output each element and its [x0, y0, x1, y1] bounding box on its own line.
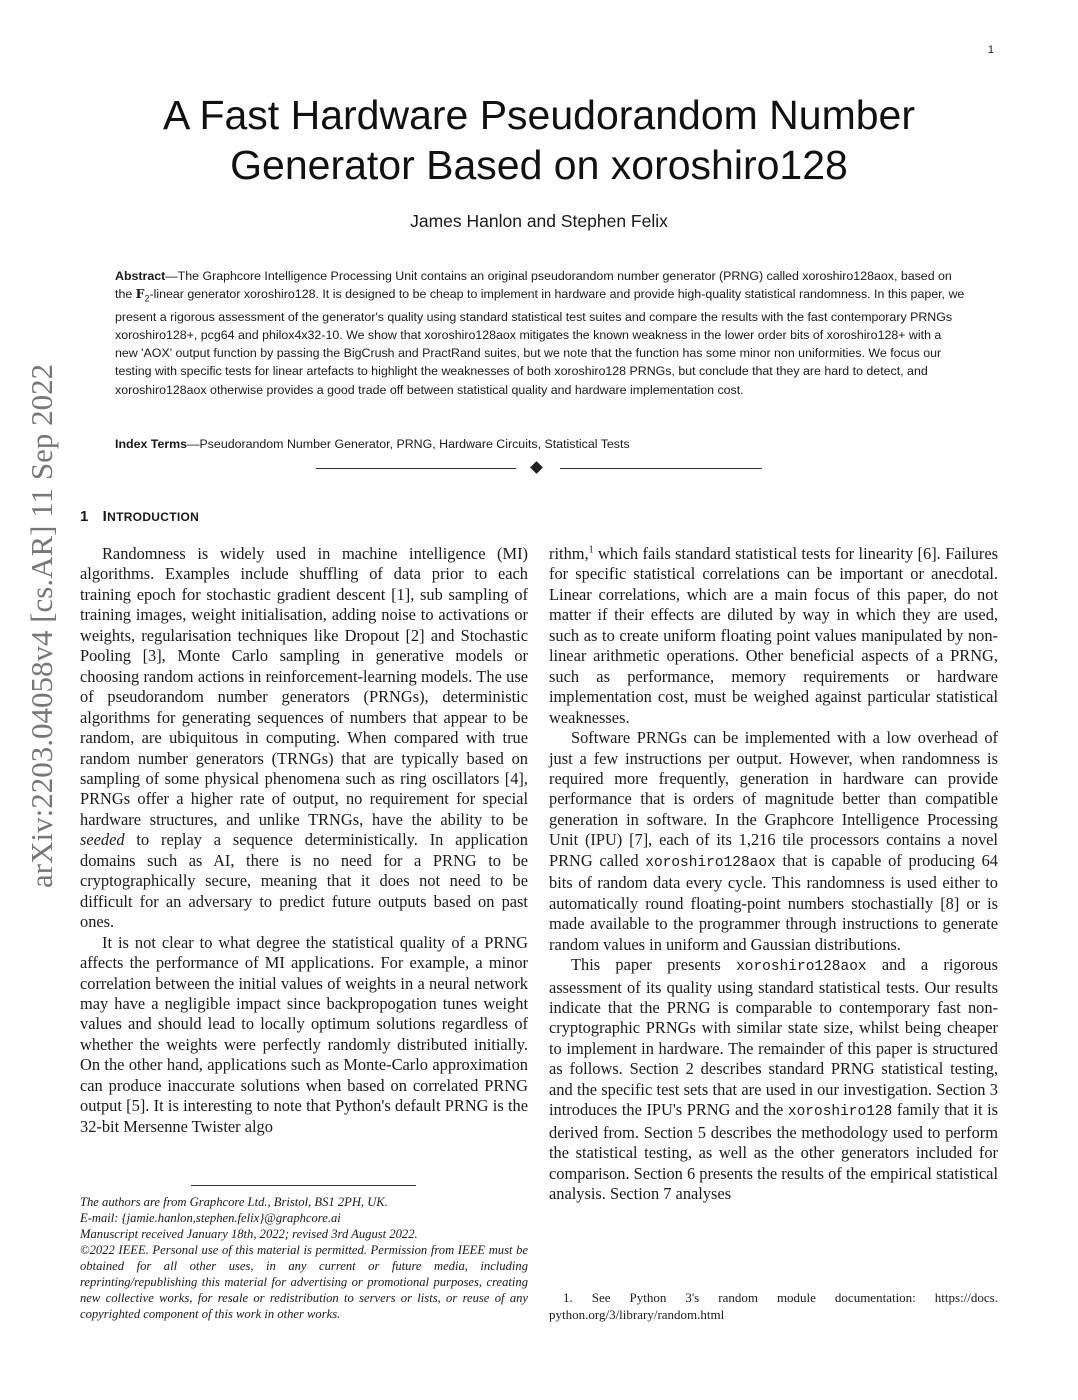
field-subscript: 2	[144, 293, 150, 304]
section-title-rest: NTRODUCTION	[107, 510, 200, 524]
paragraph-text: which fails standard statistical tests for linearity [6]. Failures for specific statistical correlations can be important or anecdotal. Linear correlations, which are a main focus of this paper, do not matter if their effects are diluted by way in which they are used, such as to create uniform floating point values manipulated by non-linear arithmetic operations. Other beneficial aspects of a PRNG, such as performance, memory requirements or hardware implementation cost, must be weighed against particular statistical weaknesses.	[549, 544, 998, 727]
code-text: xoroshiro128aox	[645, 854, 776, 871]
footnote-marker: 1	[588, 544, 594, 556]
abstract-text-2: -linear generator xoroshiro128. It is designed to be cheap to implement in hardware and provide high-quality statistical randomness. In this paper, we present a rigorous assessment of the generator's quality using standard statistical test suites and compare the results with the fast contemporary PRNGs xoroshiro128+, pcg64 and philox4x32-10. We show that xoroshiro128aox mitigates the known weakness in the lower order bits of xoroshiro128+ with a new 'AOX' output function by passing the BigCrush and PractRand suites, but we note that the function has some minor non uniformities. We focus our testing with specific tests for linear artefacts to highlight the weaknesses of both xoroshiro128 PRNGs, but conclude that they are hard to detect, and xoroshiro128aox otherwise provides a good trade off between statistical quality and hardware implementation cost.	[115, 287, 965, 397]
page-number: 1	[987, 44, 994, 56]
paragraph-text: family that it is derived from. Section 5 describes the methodology used to perform the statistical testing, as well as the other generators included for comparison. Section 6 presents the results of the empirical statistical analysis. Section 7 analyses	[549, 1100, 999, 1204]
code-text: xoroshiro128	[787, 1104, 893, 1121]
paragraph-text: Randomness is widely used in machine intelligence (MI) algorithms. Examples include shuffling of data prior to each training epoch for stochastic gradient descent [1], sub sampling of training images, weight initialisation, adding noise to activations or weights, regularisation techniques like Dropout [2] and Stochastic Pooling [3], Monte Carlo sampling in generative models or choosing random actions in reinforcement-learning models. The use of pseudorandom number generators (PRNGs), deterministic algorithms for generating sequences of numbers that appear to be random, are ubiquitous in computing. When compared with true random number generators (TRNGs) that are typically based on sampling of some physical phenomena such as ring oscillators [4], PRNGs offer a higher rate of output, no requirement for special hardware structures, and unlike TRNGs, have the ability to be	[80, 544, 528, 829]
abstract-label: Abstract	[115, 269, 166, 283]
diamond-icon	[530, 461, 543, 474]
section-heading	[80, 508, 199, 525]
paragraph	[80, 544, 528, 933]
footnote-label: 1.	[563, 1290, 573, 1305]
paragraph-text: that is capable of producing 64 bits of random data every cycle. This randomness is used either to automatically round floating-point numbers stochastially [8] or is made available to the programmer through instructions to generate random values in uniform and Gaussian distributions.	[549, 850, 998, 954]
footnote-copyright: ©2022 IEEE. Personal use of this material is permitted. Permission from IEEE must be obtained for all other uses, in any current or future media, including reprinting/republishing this material for advertising or promotional purposes, creating new collective works, for resale or redistribution to servers or lists, or reuse of any copyrighted component of this work in other works.	[80, 1243, 528, 1321]
section-number: 1	[80, 508, 89, 525]
section-divider	[316, 459, 762, 479]
paragraph	[549, 955, 998, 1204]
paper-title	[0, 90, 1078, 190]
authors: James Hanlon and Stephen Felix	[410, 211, 668, 231]
paragraph-text: This paper presents	[571, 955, 737, 975]
paragraph-text: to replay a sequence deterministically. In application domains such as AI, there is no need for a PRNG to be cryptographically secure, meaning that it does not need to be difficult for an adversary to predict future outputs based on past ones.	[80, 830, 528, 932]
author-footnotes	[80, 1194, 528, 1322]
footnote-affiliation: The authors are from Graphcore Ltd., Bristol, BS1 2PH, UK.	[80, 1195, 388, 1209]
section-initial: I	[102, 508, 108, 525]
footnote-email: E-mail: {jamie.hanlon,stephen.felix}@graphcore.ai	[80, 1211, 341, 1225]
divider-line-right	[560, 468, 762, 469]
divider-line-left	[316, 468, 516, 469]
footnote-text: See Python 3's random module documentation: https://docs. python.org/3/library/random.html	[549, 1290, 998, 1322]
abstract	[115, 267, 965, 399]
abstract-text-1: —The Graphcore Intelligence Processing Unit contains an original pseudorandom number generator (PRNG) called xoroshiro128aox, based on the	[115, 269, 952, 302]
paragraph-text: Software PRNGs can be implemented with a low overhead of just a few instructions per output. However, when randomness is required more frequently, generation in hardware can provide performance that is orders of magnitude better than compatible generation in software. In the Graphcore Intelligence Processing Unit (IPU) [7], each of its 1,216 tile processors contains a novel PRNG called	[549, 728, 998, 870]
arxiv-identifier: arXiv:2203.04058v4 [cs.AR] 11 Sep 2022	[24, 363, 59, 888]
index-terms-text: —Pseudorandom Number Generator, PRNG, Hardware Circuits, Statistical Tests	[187, 437, 630, 451]
code-text: xoroshiro128aox	[736, 959, 867, 976]
title-line-2: Generator Based on xoroshiro128	[230, 142, 848, 188]
left-column	[80, 544, 528, 1137]
title-line-1: A Fast Hardware Pseudorandom Number	[162, 92, 915, 138]
paragraph-text: and a rigorous assessment of its quality using standard statistical tests. Our results indicate that the PRNG is comparable to contemporary fast non-cryptographic PRNGs with similar state size, whilst being cheaper to implement in hardware. The remainder of this paper is structured as follows. Section 2 describes standard PRNG statistical testing, and the specific test sets that are used in our investigation. Section 3 introduces the IPU's PRNG and the	[549, 955, 998, 1120]
paragraph: It is not clear to what degree the statistical quality of a PRNG affects the performance of MI applications. For example, a minor correlation between the initial values of weights in a neural network may have a negligible impact since backpropogation tunes weight values and should lead to locally optimum solutions regardless of whether the weights were perfectly randomly distributed initially. On the other hand, applications such as Monte-Carlo approximation can produce inaccurate solutions when based on correlated PRNG output [5]. It is interesting to note that Python's default PRNG is the 32-bit Mersenne Twister algo	[80, 932, 528, 1136]
footnote-1	[549, 1290, 998, 1323]
emphasis-text: seeded	[80, 830, 125, 850]
footnote-manuscript: Manuscript received January 18th, 2022; revised 3rd August 2022.	[80, 1227, 418, 1241]
index-terms-label: Index Terms	[115, 437, 188, 451]
index-terms	[115, 435, 965, 453]
paragraph	[549, 728, 998, 955]
right-column	[549, 544, 998, 1205]
paragraph	[549, 544, 998, 728]
footnote-rule	[191, 1185, 416, 1186]
paragraph-text: rithm,	[549, 544, 589, 563]
field-symbol: F	[135, 286, 145, 302]
